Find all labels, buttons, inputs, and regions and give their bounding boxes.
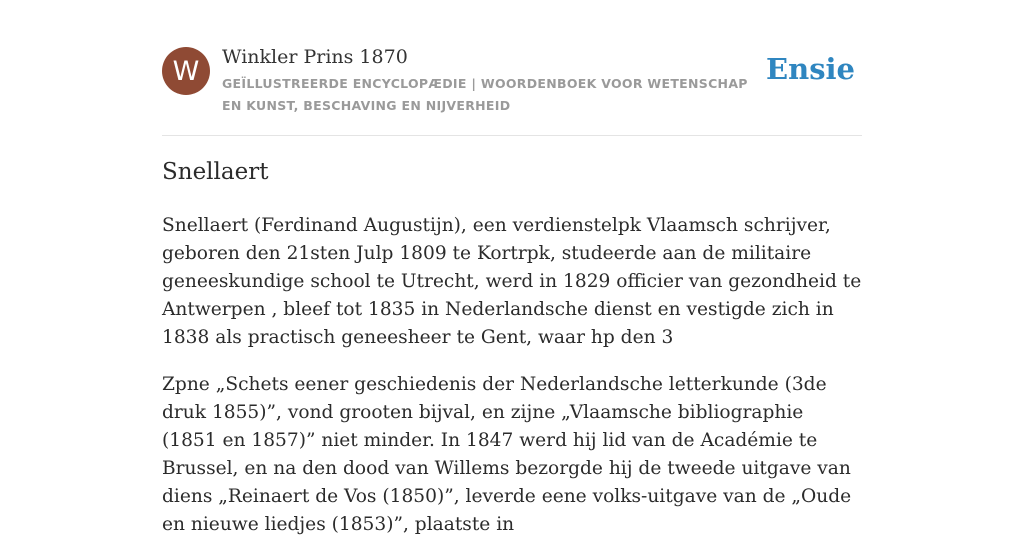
brand-logo[interactable]: Ensie: [766, 52, 855, 86]
source-avatar[interactable]: W: [162, 47, 210, 95]
entry-paragraph: Zpne „Schets eener geschiedenis der Nederlandsche letterkunde (3de druk 1855)”, vond grooten bijval, en zijne „Vlaamsche bibliographie (1851 en 1857)” niet minder. In 1847 werd hij lid van de Académie te Brussel, en na den dood van Willems bezorgde hij de tweede uitgave van diens „Reinaert de Vos (1850)”, leverde eene volks-uitgave van de „Oude en nieuwe liedjes (1853)”, plaatste in: [162, 374, 852, 535]
source-header: [162, 0, 862, 136]
page: [162, 0, 862, 535]
entry-body: [162, 212, 862, 558]
entry-paragraph: Snellaert (Ferdinand Augustijn), een verdienstelpk Vlaamsch schrijver, geboren den 21sten Julp 1809 te Kortrpk, studeerde aan de militaire geneeskundige school te Utrecht, werd in 1829 officier van gezondheid te Antwerpen , bleef tot 1835 in Nederlandsche dienst en vestigde zich in 1838 als practisch geneesheer te Gent, waar hp den 3: [162, 215, 862, 348]
source-title[interactable]: Winkler Prins 1870: [222, 46, 408, 68]
entry-title: Snellaert: [162, 159, 269, 185]
source-subtitle: GEÏLLUSTREERDE ENCYCLOPÆDIE | WOORDENBOEK VOOR WETENSCHAP EN KUNST, BESCHAVING EN NIJVERHEID: [222, 76, 748, 113]
